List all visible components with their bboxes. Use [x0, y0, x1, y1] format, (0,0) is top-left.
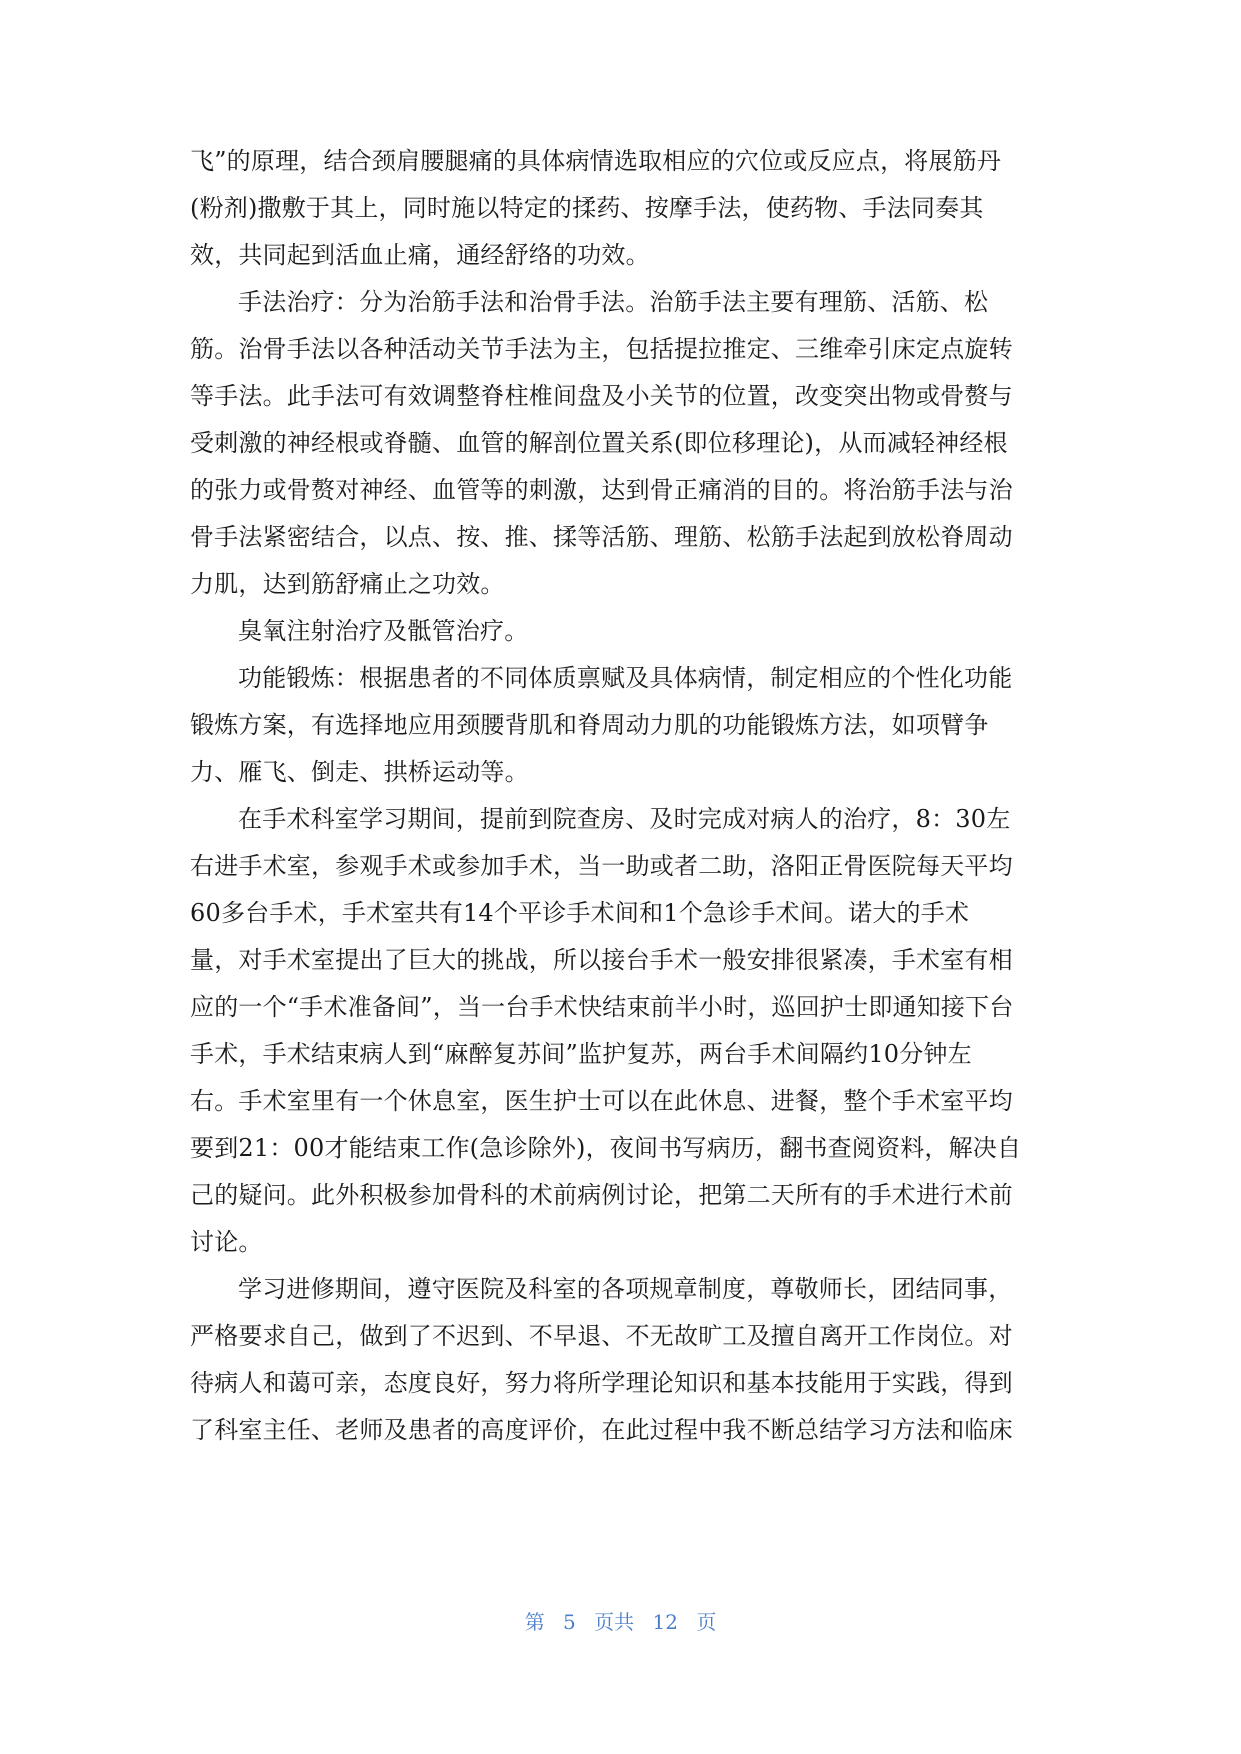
- text-line: 等手法。此手法可有效调整脊柱椎间盘及小关节的位置，改变突出物或骨赘与: [190, 382, 1013, 410]
- text-line: 严格要求自己，做到了不迟到、不早退、不无故旷工及擅自离开工作岗位。对: [190, 1322, 1013, 1350]
- footer-word-ye: 页: [696, 1610, 717, 1634]
- text-line: 右。手术室里有一个休息室，医生护士可以在此休息、进餐，整个手术室平均: [190, 1087, 1013, 1115]
- text-line: 的张力或骨赘对神经、血管等的刺激，达到骨正痛消的目的。将治筋手法与治: [190, 476, 1013, 504]
- footer-word-di: 第: [524, 1610, 545, 1634]
- text-line: 受刺激的神经根或脊髓、血管的解剖位置关系(即位移理论)，从而减轻神经根: [190, 429, 1008, 457]
- text-line: 锻炼方案，有选择地应用颈腰背肌和脊周动力肌的功能锻炼方法，如项臂争: [190, 711, 989, 739]
- total-page-count: 12: [652, 1610, 678, 1634]
- text-line: 了科室主任、老师及患者的高度评价，在此过程中我不断总结学习方法和临床: [190, 1416, 1013, 1444]
- current-page-number: 5: [563, 1610, 576, 1634]
- text-line: 右进手术室，参观手术或参加手术，当一助或者二助，洛阳正骨医院每天平均: [190, 852, 1013, 880]
- footer-word-ye-gong: 页共: [594, 1610, 635, 1634]
- text-line: 60多台手术，手术室共有14个平诊手术间和1个急诊手术间。诺大的手术: [190, 899, 970, 927]
- text-line: 己的疑问。此外积极参加骨科的术前病例讨论，把第二天所有的手术进行术前: [190, 1181, 1013, 1209]
- page-footer: [0, 1609, 1241, 1635]
- text-line: 手法治疗：分为治筋手法和治骨手法。治筋手法主要有理筋、活筋、松: [238, 288, 989, 316]
- text-line: 功能锻炼：根据患者的不同体质禀赋及具体病情，制定相应的个性化功能: [238, 664, 1013, 692]
- text-line: 在手术科室学习期间，提前到院查房、及时完成对病人的治疗，8：30左: [238, 805, 1011, 833]
- text-line: 臭氧注射治疗及骶管治疗。: [238, 617, 529, 645]
- text-line: 筋。治骨手法以各种活动关节手法为主，包括提拉推定、三维牵引床定点旋转: [190, 335, 1013, 363]
- text-line: (粉剂)撒敷于其上，同时施以特定的揉药、按摩手法，使药物、手法同奏其: [190, 194, 984, 222]
- text-line: 飞”的原理，结合颈肩腰腿痛的具体病情选取相应的穴位或反应点，将展筋丹: [190, 147, 1002, 175]
- text-line: 力、雁飞、倒走、拱桥运动等。: [190, 758, 529, 786]
- text-line: 效，共同起到活血止痛，通经舒络的功效。: [190, 241, 650, 269]
- text-line: 待病人和蔼可亲，态度良好，努力将所学理论知识和基本技能用于实践，得到: [190, 1369, 1013, 1397]
- text-line: 讨论。: [190, 1228, 263, 1256]
- text-line: 应的一个“手术准备间”，当一台手术快结束前半小时，巡回护士即通知接下台: [190, 993, 1014, 1021]
- text-line: 力肌，达到筋舒痛止之功效。: [190, 570, 505, 598]
- text-line: 骨手法紧密结合，以点、按、推、揉等活筋、理筋、松筋手法起到放松脊周动: [190, 523, 1013, 551]
- text-line: 要到21：00才能结束工作(急诊除外)，夜间书写病历，翻书查阅资料，解决自: [190, 1134, 1022, 1162]
- text-line: 学习进修期间，遵守医院及科室的各项规章制度，尊敬师长，团结同事，: [238, 1275, 1013, 1303]
- text-line: 手术，手术结束病人到“麻醉复苏间”监护复苏，两台手术间隔约10分钟左: [190, 1040, 972, 1068]
- text-line: 量，对手术室提出了巨大的挑战，所以接台手术一般安排很紧凑，手术室有相: [190, 946, 1013, 974]
